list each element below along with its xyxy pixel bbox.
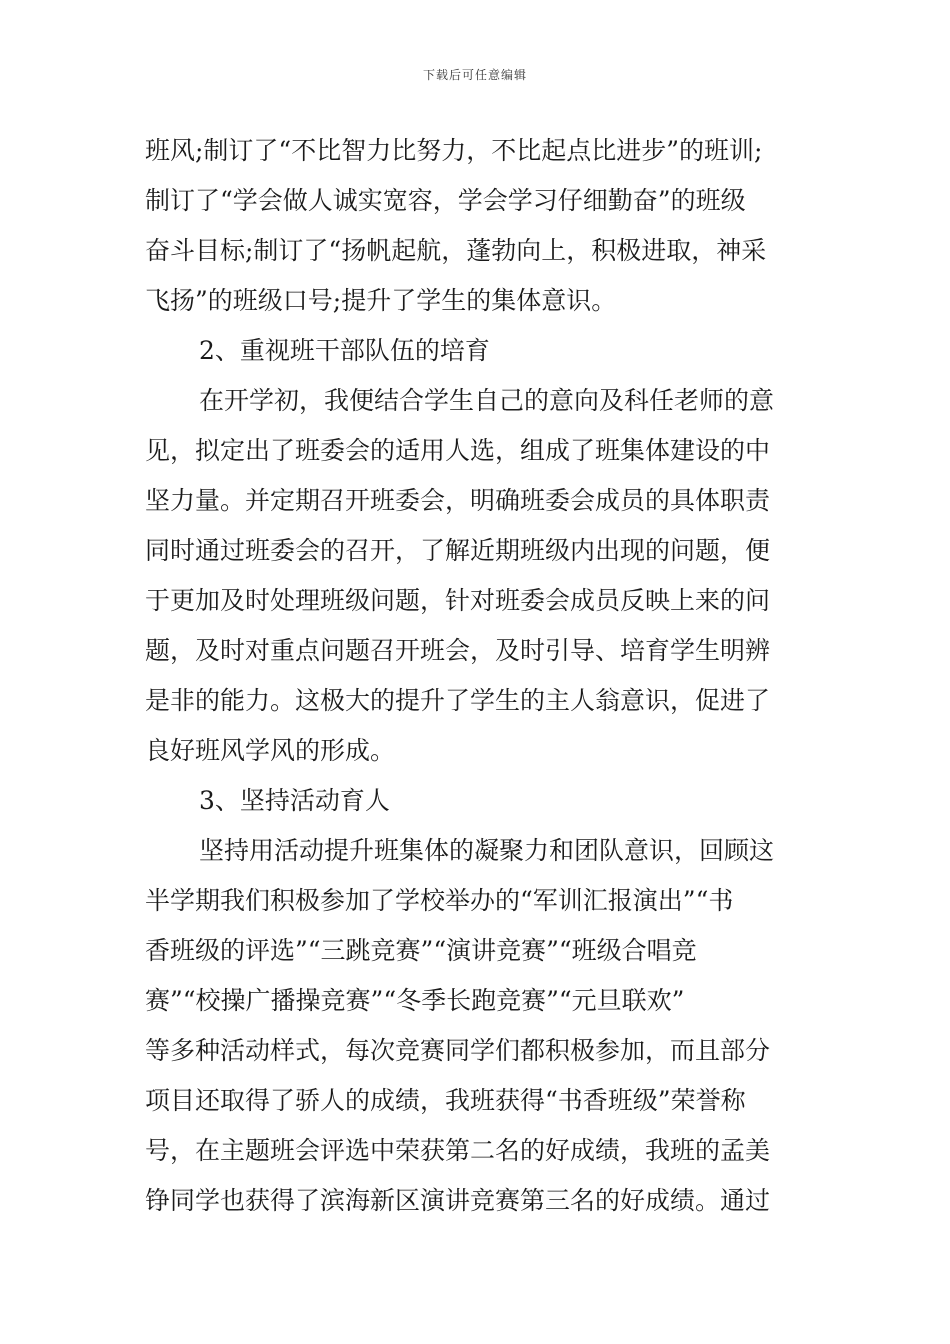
document-body	[145, 126, 810, 1226]
text-line: 赛”“校操广播操竞赛”“冬季长跑竞赛”“元旦联欢”	[145, 986, 685, 1015]
text-line: 飞扬”的班级口号;提升了学生的集体意识。	[145, 286, 617, 315]
page-header: 下载后可任意编辑	[422, 68, 527, 82]
text-line: 铮同学也获得了滨海新区演讲竞赛第三名的好成绩。通过	[145, 1186, 771, 1215]
text-line: 班风;制订了“不比智力比努力，不比起点比进步”的班训;	[145, 136, 763, 165]
section-heading: 3、坚持活动育人	[199, 786, 390, 815]
text-line: 良好班风学风的形成。	[145, 736, 396, 765]
text-line: 香班级的评选”“三跳竞赛”“演讲竞赛”“班级合唱竞	[145, 936, 697, 965]
text-line: 题，及时对重点问题召开班会，及时引导、培育学生明辨	[145, 636, 771, 665]
text-line: 于更加及时处理班级问题，针对班委会成员反映上来的问	[145, 586, 771, 615]
text-line: 制订了“学会做人诚实宽容，学会学习仔细勤奋”的班级	[145, 186, 746, 215]
text-line: 坚持用活动提升班集体的凝聚力和团队意识，回顾这	[199, 836, 775, 865]
text-line: 号，在主题班会评选中荣获第二名的好成绩，我班的孟美	[145, 1136, 771, 1165]
text-line: 在开学初，我便结合学生自己的意向及科任老师的意	[199, 386, 775, 415]
text-line: 奋斗目标;制订了“扬帆起航，蓬勃向上，积极进取，神采	[145, 236, 767, 265]
text-line: 等多种活动样式，每次竞赛同学们都积极参加，而且部分	[145, 1036, 771, 1065]
text-line: 半学期我们积极参加了学校举办的“军训汇报演出”“书	[145, 886, 734, 915]
text-line: 项目还取得了骄人的成绩，我班获得“书香班级”荣誉称	[145, 1086, 746, 1115]
text-line: 同时通过班委会的召开，了解近期班级内出现的问题，便	[145, 536, 771, 565]
section-heading: 2、重视班干部队伍的培育	[199, 336, 490, 365]
text-line: 是非的能力。这极大的提升了学生的主人翁意识，促进了	[145, 686, 771, 715]
text-line: 见，拟定出了班委会的适用人选，组成了班集体建设的中	[145, 436, 771, 465]
text-line: 坚力量。并定期召开班委会，明确班委会成员的具体职责	[145, 486, 771, 515]
